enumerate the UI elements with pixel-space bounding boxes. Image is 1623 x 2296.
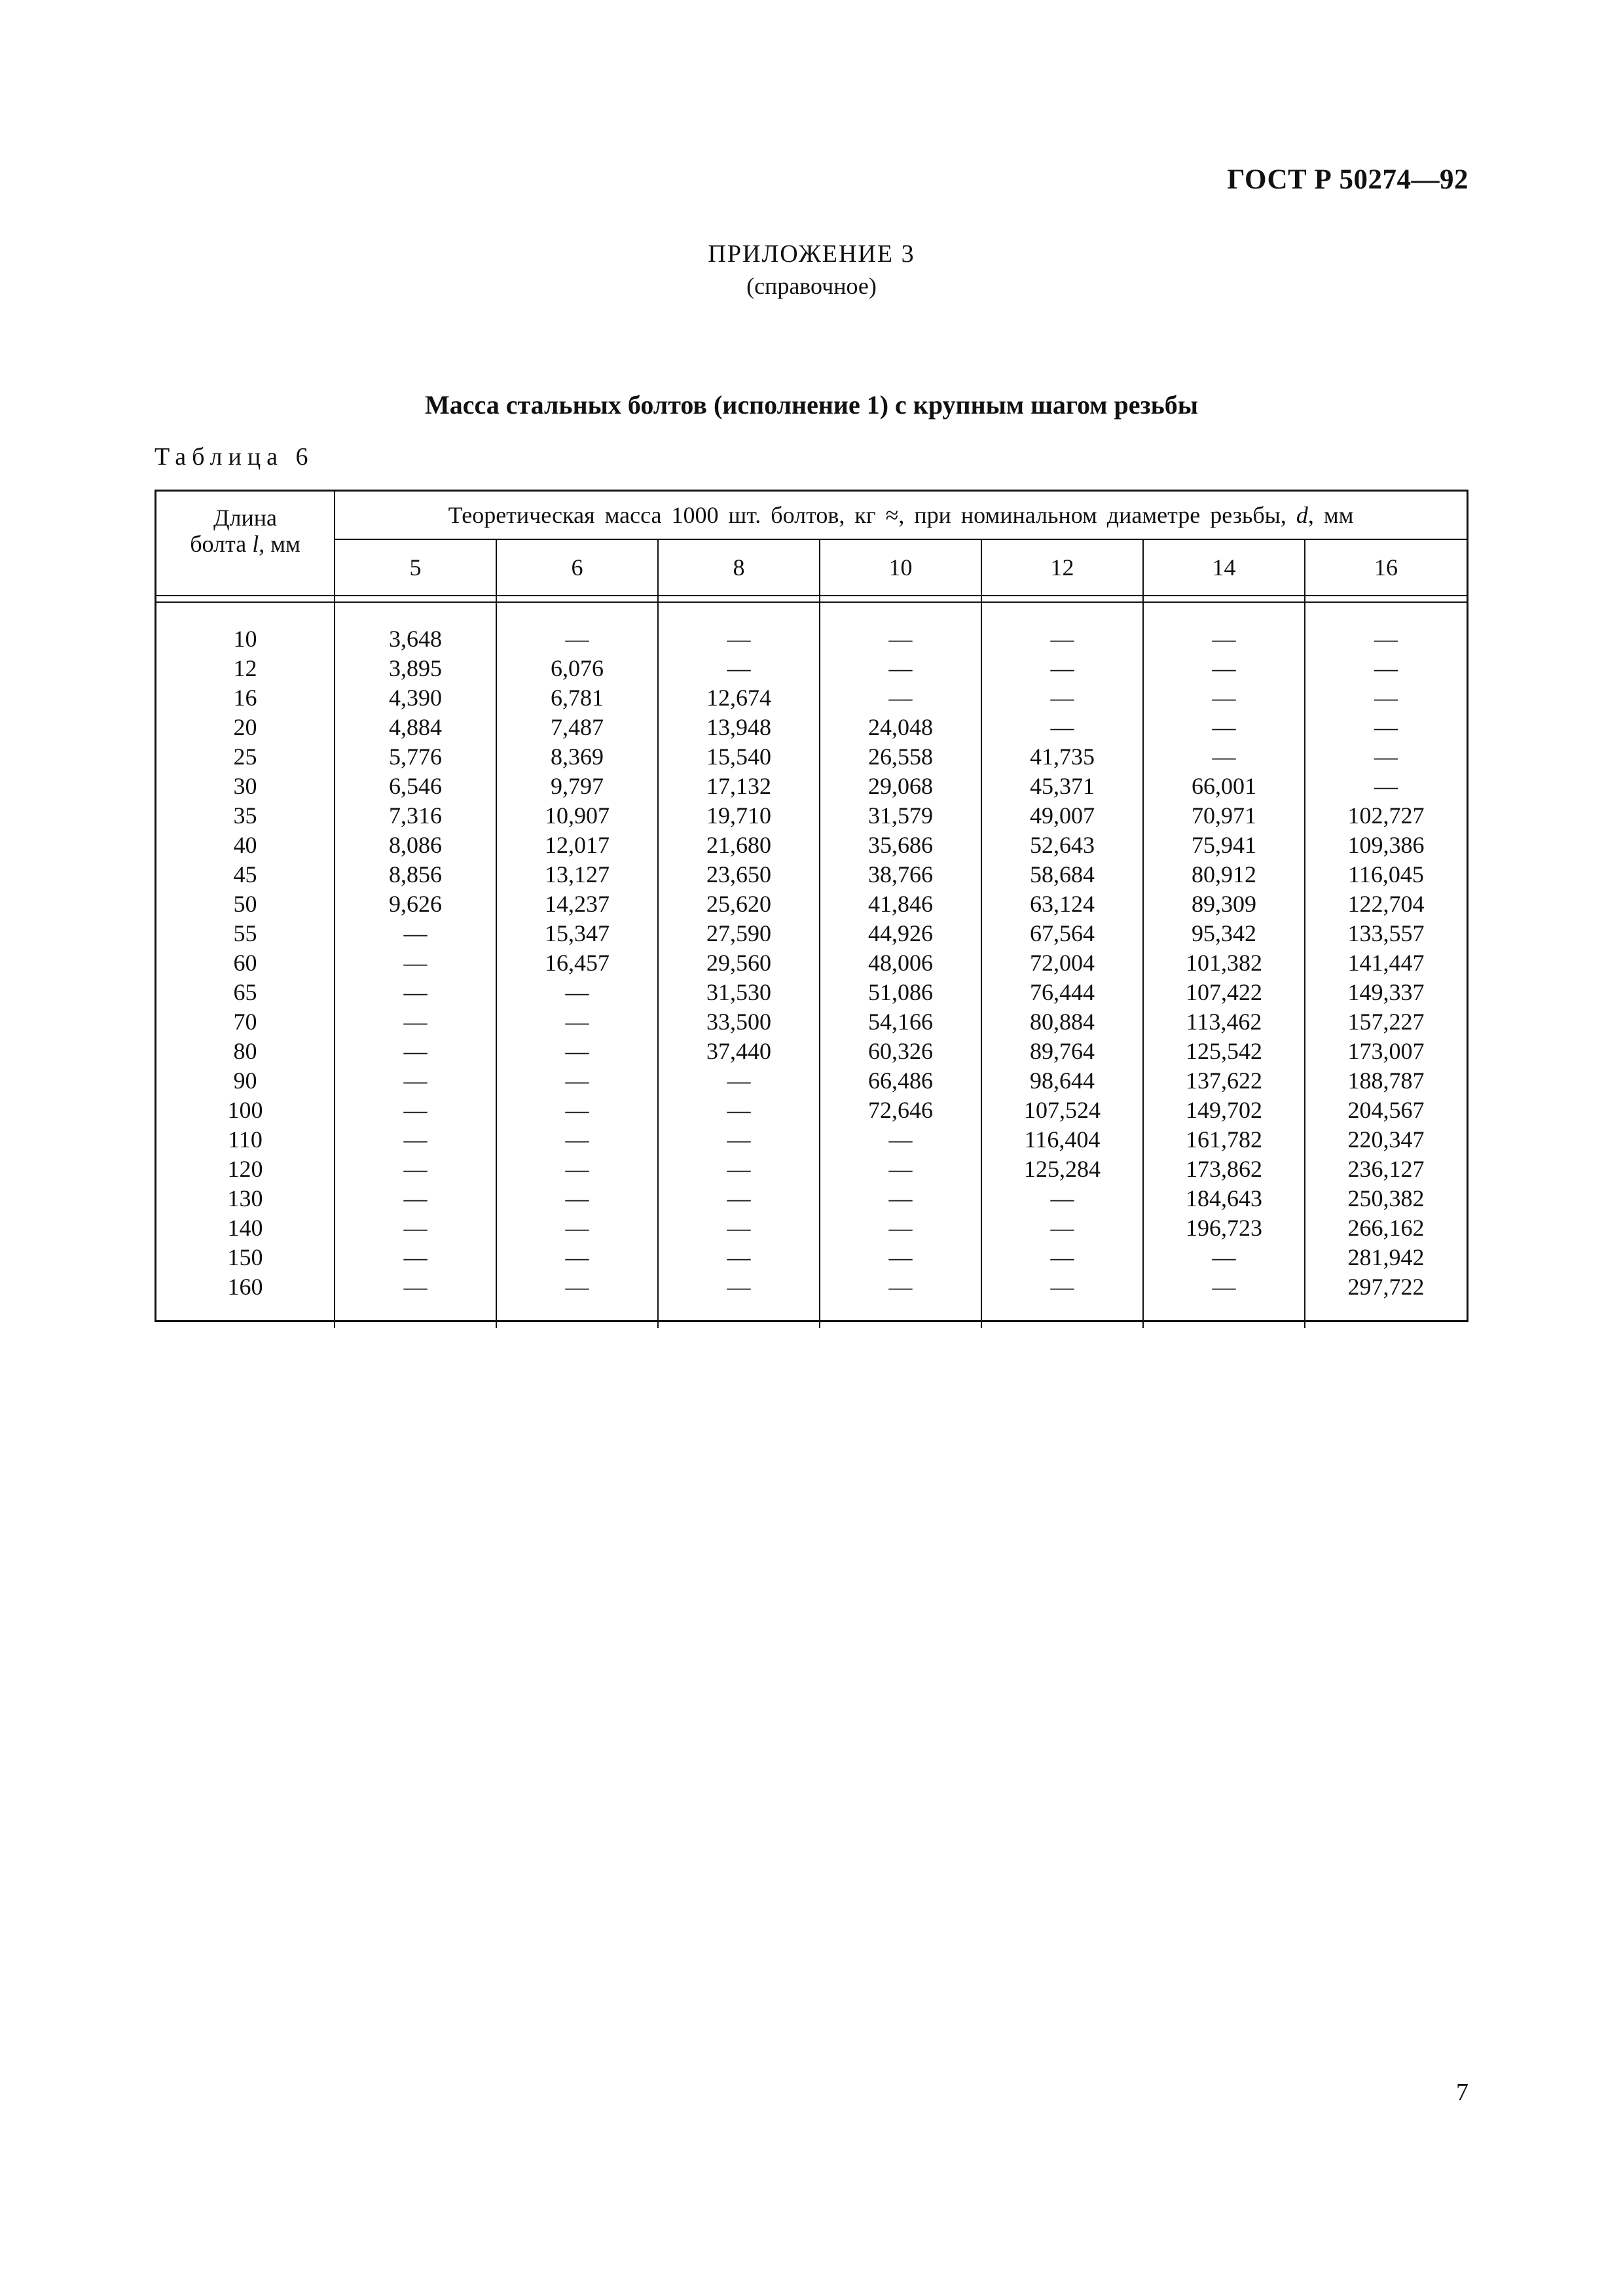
mass-value-cell: —	[496, 1184, 658, 1213]
bolt-length-cell: 35	[233, 802, 257, 829]
table-row	[156, 1125, 1467, 1155]
bolt-length-cell: 16	[233, 685, 257, 711]
mass-value-cell: —	[820, 624, 981, 654]
mass-value-cell: 122,704	[1305, 889, 1467, 919]
mass-value-cell: 8,086	[335, 831, 496, 860]
mass-value-cell: 80,884	[981, 1007, 1143, 1037]
mass-value-cell: 60,326	[820, 1037, 981, 1066]
mass-value-cell: 23,650	[658, 860, 820, 889]
mass-value-cell: 107,422	[1143, 978, 1305, 1007]
mass-value-cell: 21,680	[658, 831, 820, 860]
mass-value-cell: 5,776	[335, 742, 496, 772]
table-label: Таблица 6	[155, 443, 314, 471]
length-header-unit: , мм	[259, 531, 301, 557]
mass-value-cell: —	[1143, 742, 1305, 772]
mass-value-cell: —	[981, 713, 1143, 742]
mass-value-cell: 51,086	[820, 978, 981, 1007]
table-row	[156, 683, 1467, 713]
mass-value-cell: 157,227	[1305, 1007, 1467, 1037]
mass-value-cell: —	[981, 654, 1143, 683]
table-body	[156, 624, 1467, 1302]
mass-value-cell: 12,674	[658, 683, 820, 713]
bolt-length-cell: 100	[227, 1097, 263, 1123]
table-row	[156, 654, 1467, 683]
mass-value-cell: 98,644	[981, 1066, 1143, 1096]
mass-header-unit: , мм	[1307, 501, 1354, 528]
bolt-length-cell: 90	[233, 1067, 257, 1094]
mass-value-cell: —	[981, 1272, 1143, 1302]
mass-value-cell: —	[820, 1243, 981, 1272]
mass-value-cell: 89,309	[1143, 889, 1305, 919]
mass-value-cell: —	[335, 1007, 496, 1037]
mass-value-cell: 44,926	[820, 919, 981, 948]
mass-value-cell: —	[820, 683, 981, 713]
mass-value-cell: —	[335, 1272, 496, 1302]
mass-value-cell: —	[820, 1184, 981, 1213]
mass-value-cell: 66,001	[1143, 772, 1305, 801]
mass-value-cell: 184,643	[1143, 1184, 1305, 1213]
appendix-note: (справочное)	[746, 273, 877, 299]
mass-value-cell: —	[981, 1243, 1143, 1272]
mass-value-cell: 14,237	[496, 889, 658, 919]
diameter-header-cell: 10	[820, 539, 981, 596]
mass-value-cell: 27,590	[658, 919, 820, 948]
mass-value-cell: —	[658, 1096, 820, 1125]
mass-value-cell: —	[1143, 654, 1305, 683]
table-row	[156, 978, 1467, 1007]
mass-value-cell: —	[1305, 654, 1467, 683]
body-spacer	[156, 602, 1467, 624]
mass-value-cell: 6,076	[496, 654, 658, 683]
table-row	[156, 801, 1467, 831]
table-row	[156, 1243, 1467, 1272]
table-row	[156, 919, 1467, 948]
bolt-length-cell: 150	[227, 1244, 263, 1270]
mass-value-cell: 149,702	[1143, 1096, 1305, 1125]
diameter-header-cell: 8	[658, 539, 820, 596]
mass-value-cell: —	[658, 1125, 820, 1155]
mass-value-cell: 266,162	[1305, 1213, 1467, 1243]
mass-value-cell: 25,620	[658, 889, 820, 919]
mass-header-variable: d	[1296, 501, 1308, 528]
mass-value-cell: 41,846	[820, 889, 981, 919]
diameter-header-cell: 5	[335, 539, 496, 596]
bolt-length-cell: 70	[233, 1009, 257, 1035]
mass-value-cell: 7,487	[496, 713, 658, 742]
mass-value-cell: 125,542	[1143, 1037, 1305, 1066]
mass-value-cell: —	[1305, 772, 1467, 801]
mass-value-cell: —	[496, 624, 658, 654]
mass-value-cell: —	[658, 1184, 820, 1213]
mass-value-cell: 4,884	[335, 713, 496, 742]
table-row	[156, 1007, 1467, 1037]
mass-value-cell: —	[335, 1037, 496, 1066]
mass-value-cell: —	[820, 654, 981, 683]
mass-value-cell: 67,564	[981, 919, 1143, 948]
table-row	[156, 1037, 1467, 1066]
mass-value-cell: 49,007	[981, 801, 1143, 831]
table-row	[156, 742, 1467, 772]
mass-value-cell: —	[335, 1213, 496, 1243]
mass-header-text: Теоретическая масса 1000 шт. болтов, кг ≈, при номинальном диаметре резьбы,	[448, 501, 1296, 528]
mass-value-cell: 204,567	[1305, 1096, 1467, 1125]
table-row	[156, 831, 1467, 860]
mass-value-cell: —	[1305, 713, 1467, 742]
mass-value-cell: —	[496, 1272, 658, 1302]
mass-value-cell: 95,342	[1143, 919, 1305, 948]
mass-column-header	[335, 492, 1467, 539]
mass-value-cell: —	[1143, 1243, 1305, 1272]
table-grid	[156, 492, 1467, 1328]
mass-value-cell: 9,626	[335, 889, 496, 919]
diameter-header-cell: 12	[981, 539, 1143, 596]
mass-value-cell: —	[335, 1125, 496, 1155]
mass-value-cell: —	[496, 1007, 658, 1037]
mass-value-cell: 188,787	[1305, 1066, 1467, 1096]
mass-value-cell: 109,386	[1305, 831, 1467, 860]
mass-value-cell: 116,404	[981, 1125, 1143, 1155]
mass-value-cell: 45,371	[981, 772, 1143, 801]
page-number: 7	[1456, 2079, 1468, 2106]
mass-value-cell: —	[496, 1213, 658, 1243]
bolt-length-cell: 20	[233, 714, 257, 740]
table-row	[156, 1155, 1467, 1184]
mass-value-cell: 3,648	[335, 624, 496, 654]
mass-value-cell: 8,856	[335, 860, 496, 889]
mass-value-cell: 13,948	[658, 713, 820, 742]
mass-value-cell: 173,862	[1143, 1155, 1305, 1184]
mass-value-cell: 220,347	[1305, 1125, 1467, 1155]
bolt-length-cell: 55	[233, 920, 257, 946]
mass-value-cell: 16,457	[496, 948, 658, 978]
bolt-length-cell: 80	[233, 1038, 257, 1064]
bolt-length-cell: 12	[233, 655, 257, 681]
mass-value-cell: 58,684	[981, 860, 1143, 889]
table-row	[156, 889, 1467, 919]
mass-value-cell: 236,127	[1305, 1155, 1467, 1184]
table-row	[156, 1272, 1467, 1302]
mass-value-cell: 66,486	[820, 1066, 981, 1096]
mass-value-cell: 161,782	[1143, 1125, 1305, 1155]
mass-value-cell: —	[658, 1155, 820, 1184]
mass-value-cell: 76,444	[981, 978, 1143, 1007]
appendix-title: ПРИЛОЖЕНИЕ 3	[708, 240, 915, 268]
table-row	[156, 1184, 1467, 1213]
bolt-length-cell: 110	[228, 1126, 263, 1153]
mass-value-cell: 41,735	[981, 742, 1143, 772]
mass-value-cell: —	[820, 1213, 981, 1243]
mass-value-cell: —	[1143, 624, 1305, 654]
mass-value-cell: —	[1143, 1272, 1305, 1302]
length-header-prefix: болта	[190, 531, 253, 557]
mass-value-cell: —	[335, 1243, 496, 1272]
mass-value-cell: —	[658, 654, 820, 683]
table-row	[156, 1213, 1467, 1243]
mass-value-cell: 19,710	[658, 801, 820, 831]
mass-value-cell: —	[335, 1066, 496, 1096]
bolt-length-cell: 140	[227, 1215, 263, 1241]
mass-value-cell: 3,895	[335, 654, 496, 683]
mass-value-cell: 33,500	[658, 1007, 820, 1037]
bolt-length-cell: 50	[233, 891, 257, 917]
mass-value-cell: —	[820, 1272, 981, 1302]
bolt-length-cell: 60	[233, 950, 257, 976]
mass-value-cell: 149,337	[1305, 978, 1467, 1007]
mass-value-cell: 9,797	[496, 772, 658, 801]
mass-value-cell: 10,907	[496, 801, 658, 831]
diameter-header-row	[156, 539, 1467, 596]
body-tail	[156, 1302, 1467, 1328]
mass-value-cell: 24,048	[820, 713, 981, 742]
mass-value-cell: 29,560	[658, 948, 820, 978]
mass-value-cell: —	[1305, 742, 1467, 772]
mass-value-cell: —	[658, 624, 820, 654]
table-row	[156, 860, 1467, 889]
mass-value-cell: 72,004	[981, 948, 1143, 978]
mass-value-cell: —	[1305, 624, 1467, 654]
mass-value-cell: 80,912	[1143, 860, 1305, 889]
mass-value-cell: 29,068	[820, 772, 981, 801]
bolt-length-cell: 160	[227, 1274, 263, 1300]
table-row	[156, 948, 1467, 978]
mass-value-cell: —	[335, 919, 496, 948]
mass-value-cell: —	[820, 1155, 981, 1184]
mass-value-cell: —	[496, 1037, 658, 1066]
mass-value-cell: —	[496, 1155, 658, 1184]
mass-value-cell: 63,124	[981, 889, 1143, 919]
mass-value-cell: 173,007	[1305, 1037, 1467, 1066]
mass-value-cell: 48,006	[820, 948, 981, 978]
mass-value-cell: —	[496, 1096, 658, 1125]
bolt-length-cell: 30	[233, 773, 257, 799]
mass-value-cell: 31,579	[820, 801, 981, 831]
mass-value-cell: 196,723	[1143, 1213, 1305, 1243]
mass-value-cell: —	[335, 1184, 496, 1213]
mass-value-cell: 35,686	[820, 831, 981, 860]
mass-value-cell: 141,447	[1305, 948, 1467, 978]
length-header-variable: l	[252, 531, 259, 557]
mass-value-cell: —	[1143, 713, 1305, 742]
mass-value-cell: —	[335, 1096, 496, 1125]
mass-value-cell: 54,166	[820, 1007, 981, 1037]
mass-value-cell: 6,781	[496, 683, 658, 713]
mass-value-cell: —	[1143, 683, 1305, 713]
bolt-mass-table	[155, 490, 1468, 1322]
mass-value-cell: —	[335, 1155, 496, 1184]
mass-value-cell: —	[820, 1125, 981, 1155]
mass-value-cell: —	[496, 1066, 658, 1096]
length-header-line1: Длина	[213, 505, 278, 531]
mass-value-cell: 70,971	[1143, 801, 1305, 831]
bolt-length-cell: 65	[233, 979, 257, 1005]
mass-value-cell: —	[658, 1213, 820, 1243]
table-row	[156, 772, 1467, 801]
bolt-length-cell: 40	[233, 832, 257, 858]
mass-value-cell: —	[496, 1243, 658, 1272]
mass-value-cell: 116,045	[1305, 860, 1467, 889]
mass-value-cell: 113,462	[1143, 1007, 1305, 1037]
mass-value-cell: 13,127	[496, 860, 658, 889]
mass-value-cell: 133,557	[1305, 919, 1467, 948]
bolt-length-cell: 10	[233, 626, 257, 652]
mass-value-cell: 297,722	[1305, 1272, 1467, 1302]
header-double-rule	[156, 596, 1467, 602]
standard-code: ГОСТ Р 50274—92	[1227, 164, 1468, 195]
table-row	[156, 624, 1467, 654]
mass-value-cell: 38,766	[820, 860, 981, 889]
mass-value-cell: 7,316	[335, 801, 496, 831]
mass-value-cell: 72,646	[820, 1096, 981, 1125]
mass-value-cell: —	[981, 1213, 1143, 1243]
mass-value-cell: 12,017	[496, 831, 658, 860]
mass-value-cell: 17,132	[658, 772, 820, 801]
table-row	[156, 1066, 1467, 1096]
mass-value-cell: 4,390	[335, 683, 496, 713]
bolt-length-cell: 120	[227, 1156, 263, 1182]
document-title: Масса стальных болтов (исполнение 1) с крупным шагом резьбы	[425, 390, 1198, 420]
mass-value-cell: 250,382	[1305, 1184, 1467, 1213]
mass-value-cell: 52,643	[981, 831, 1143, 860]
bolt-length-cell: 25	[233, 744, 257, 770]
mass-value-cell: 125,284	[981, 1155, 1143, 1184]
mass-value-cell: 37,440	[658, 1037, 820, 1066]
mass-value-cell: 107,524	[981, 1096, 1143, 1125]
mass-value-cell: 6,546	[335, 772, 496, 801]
length-column-header	[156, 492, 335, 596]
mass-value-cell: —	[1305, 683, 1467, 713]
diameter-header-cell: 6	[496, 539, 658, 596]
mass-value-cell: —	[658, 1272, 820, 1302]
mass-value-cell: 101,382	[1143, 948, 1305, 978]
mass-value-cell: 26,558	[820, 742, 981, 772]
mass-value-cell: 15,540	[658, 742, 820, 772]
table-row	[156, 713, 1467, 742]
mass-value-cell: —	[658, 1243, 820, 1272]
mass-value-cell: —	[658, 1066, 820, 1096]
bolt-length-cell: 130	[227, 1185, 263, 1211]
mass-value-cell: 281,942	[1305, 1243, 1467, 1272]
mass-value-cell: 89,764	[981, 1037, 1143, 1066]
mass-value-cell: 137,622	[1143, 1066, 1305, 1096]
mass-value-cell: 31,530	[658, 978, 820, 1007]
mass-value-cell: 15,347	[496, 919, 658, 948]
mass-value-cell: 8,369	[496, 742, 658, 772]
diameter-header-cell: 16	[1305, 539, 1467, 596]
mass-value-cell: —	[496, 978, 658, 1007]
table-row	[156, 1096, 1467, 1125]
mass-value-cell: —	[335, 978, 496, 1007]
mass-value-cell: —	[496, 1125, 658, 1155]
mass-value-cell: —	[981, 1184, 1143, 1213]
mass-value-cell: —	[335, 948, 496, 978]
bolt-length-cell: 45	[233, 861, 257, 888]
mass-value-cell: 75,941	[1143, 831, 1305, 860]
mass-value-cell: —	[981, 683, 1143, 713]
mass-value-cell: 102,727	[1305, 801, 1467, 831]
mass-value-cell: —	[981, 624, 1143, 654]
diameter-header-cell: 14	[1143, 539, 1305, 596]
